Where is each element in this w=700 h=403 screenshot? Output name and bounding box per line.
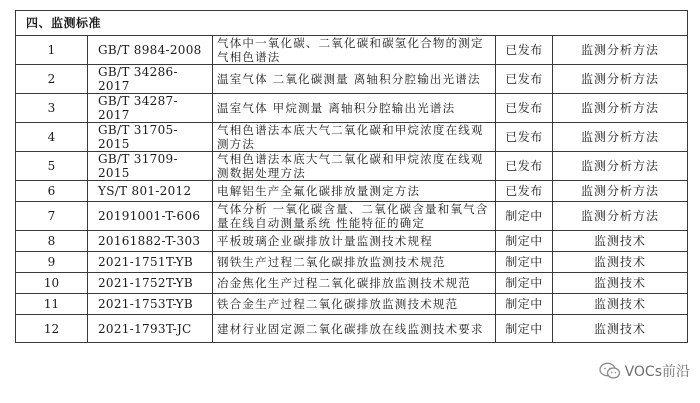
standard-name-cell: 气体中一氧化碳、二氧化碳和碳氢化合物的测定 气相色谱法 (213, 36, 496, 65)
status-cell: 已发布 (496, 94, 553, 123)
standard-name-cell: 铁合金生产过程二氧化碳排放监测技术规范 (213, 294, 496, 315)
standard-name-cell: 气相色谱法本底大气二氧化碳和甲烷浓度在线观测方法 (213, 123, 496, 152)
wechat-icon (599, 362, 621, 380)
row-index-cell: 7 (16, 202, 88, 231)
table-row (16, 65, 688, 94)
status-cell: 已发布 (496, 36, 553, 65)
table-row (16, 181, 688, 202)
category-cell: 监测分析方法 (553, 123, 688, 152)
standard-code-cell: 2021-1793T-JC (88, 315, 213, 343)
row-index-cell: 2 (16, 65, 88, 94)
section-header-row (16, 11, 688, 36)
category-cell: 监测分析方法 (553, 181, 688, 202)
standard-code-cell: 2021-1753T-YB (88, 294, 213, 315)
table-row (16, 123, 688, 152)
standard-code-cell: YS/T 801-2012 (88, 181, 213, 202)
row-index-cell: 1 (16, 36, 88, 65)
standard-code-cell: GB/T 31705-2015 (88, 123, 213, 152)
section-title: 四、监测标准 (16, 11, 688, 36)
category-cell: 监测分析方法 (553, 152, 688, 181)
standard-name-cell: 温室气体 甲烷测量 离轴积分腔输出光谱法 (213, 94, 496, 123)
standard-code-cell: 2021-1752T-YB (88, 273, 213, 294)
table-row (16, 94, 688, 123)
status-cell: 制定中 (496, 252, 553, 273)
status-cell: 制定中 (496, 315, 553, 343)
standard-name-cell: 气相色谱法本底大气二氧化碳和甲烷浓度在线观测数据处理方法 (213, 152, 496, 181)
standard-name-cell: 平板玻璃企业碳排放计量监测技术规程 (213, 231, 496, 252)
table-row (16, 152, 688, 181)
table-row (16, 231, 688, 252)
table-body (16, 11, 688, 343)
standard-name-cell: 建材行业固定源二氧化碳排放在线监测技术要求 (213, 315, 496, 343)
standard-code-cell: 20191001-T-606 (88, 202, 213, 231)
row-index-cell: 3 (16, 94, 88, 123)
status-cell: 已发布 (496, 152, 553, 181)
status-cell: 制定中 (496, 202, 553, 231)
category-cell: 监测分析方法 (553, 94, 688, 123)
category-cell: 监测技术 (553, 315, 688, 343)
status-cell: 制定中 (496, 231, 553, 252)
category-cell: 监测技术 (553, 294, 688, 315)
standard-code-cell: 20161882-T-303 (88, 231, 213, 252)
standard-code-cell: GB/T 8984-2008 (88, 36, 213, 65)
row-index-cell: 5 (16, 152, 88, 181)
table-row (16, 36, 688, 65)
row-index-cell: 8 (16, 231, 88, 252)
row-index-cell: 4 (16, 123, 88, 152)
standard-code-cell: GB/T 34286-2017 (88, 65, 213, 94)
standard-name-cell: 温室气体 二氧化碳测量 离轴积分腔输出光谱法 (213, 65, 496, 94)
category-cell: 监测分析方法 (553, 36, 688, 65)
category-cell: 监测技术 (553, 252, 688, 273)
table-row (16, 252, 688, 273)
status-cell: 已发布 (496, 65, 553, 94)
watermark-text: VOCs前沿 (624, 364, 690, 380)
row-index-cell: 10 (16, 273, 88, 294)
category-cell: 监测技术 (553, 231, 688, 252)
watermark (599, 361, 690, 381)
status-cell: 制定中 (496, 294, 553, 315)
category-cell: 监测分析方法 (553, 65, 688, 94)
standard-code-cell: GB/T 34287-2017 (88, 94, 213, 123)
standard-name-cell: 钢铁生产过程二氧化碳排放监测技术规范 (213, 252, 496, 273)
table-row (16, 315, 688, 343)
table-row (16, 294, 688, 315)
row-index-cell: 9 (16, 252, 88, 273)
row-index-cell: 6 (16, 181, 88, 202)
table-row (16, 273, 688, 294)
standard-code-cell: 2021-1751T-YB (88, 252, 213, 273)
status-cell: 已发布 (496, 181, 553, 202)
category-cell: 监测分析方法 (553, 202, 688, 231)
status-cell: 制定中 (496, 273, 553, 294)
row-index-cell: 12 (16, 315, 88, 343)
standard-name-cell: 冶金焦化生产过程二氧化碳排放监测技术规范 (213, 273, 496, 294)
status-cell: 已发布 (496, 123, 553, 152)
monitoring-standards-table (15, 10, 688, 343)
table-row (16, 202, 688, 231)
category-cell: 监测技术 (553, 273, 688, 294)
standard-name-cell: 气体分析 一氧化碳含量、二氧化碳含量和氧气含量在线自动测量系统 性能特征的确定 (213, 202, 496, 231)
row-index-cell: 11 (16, 294, 88, 315)
standard-code-cell: GB/T 31709-2015 (88, 152, 213, 181)
standard-name-cell: 电解铝生产全氟化碳排放量测定方法 (213, 181, 496, 202)
